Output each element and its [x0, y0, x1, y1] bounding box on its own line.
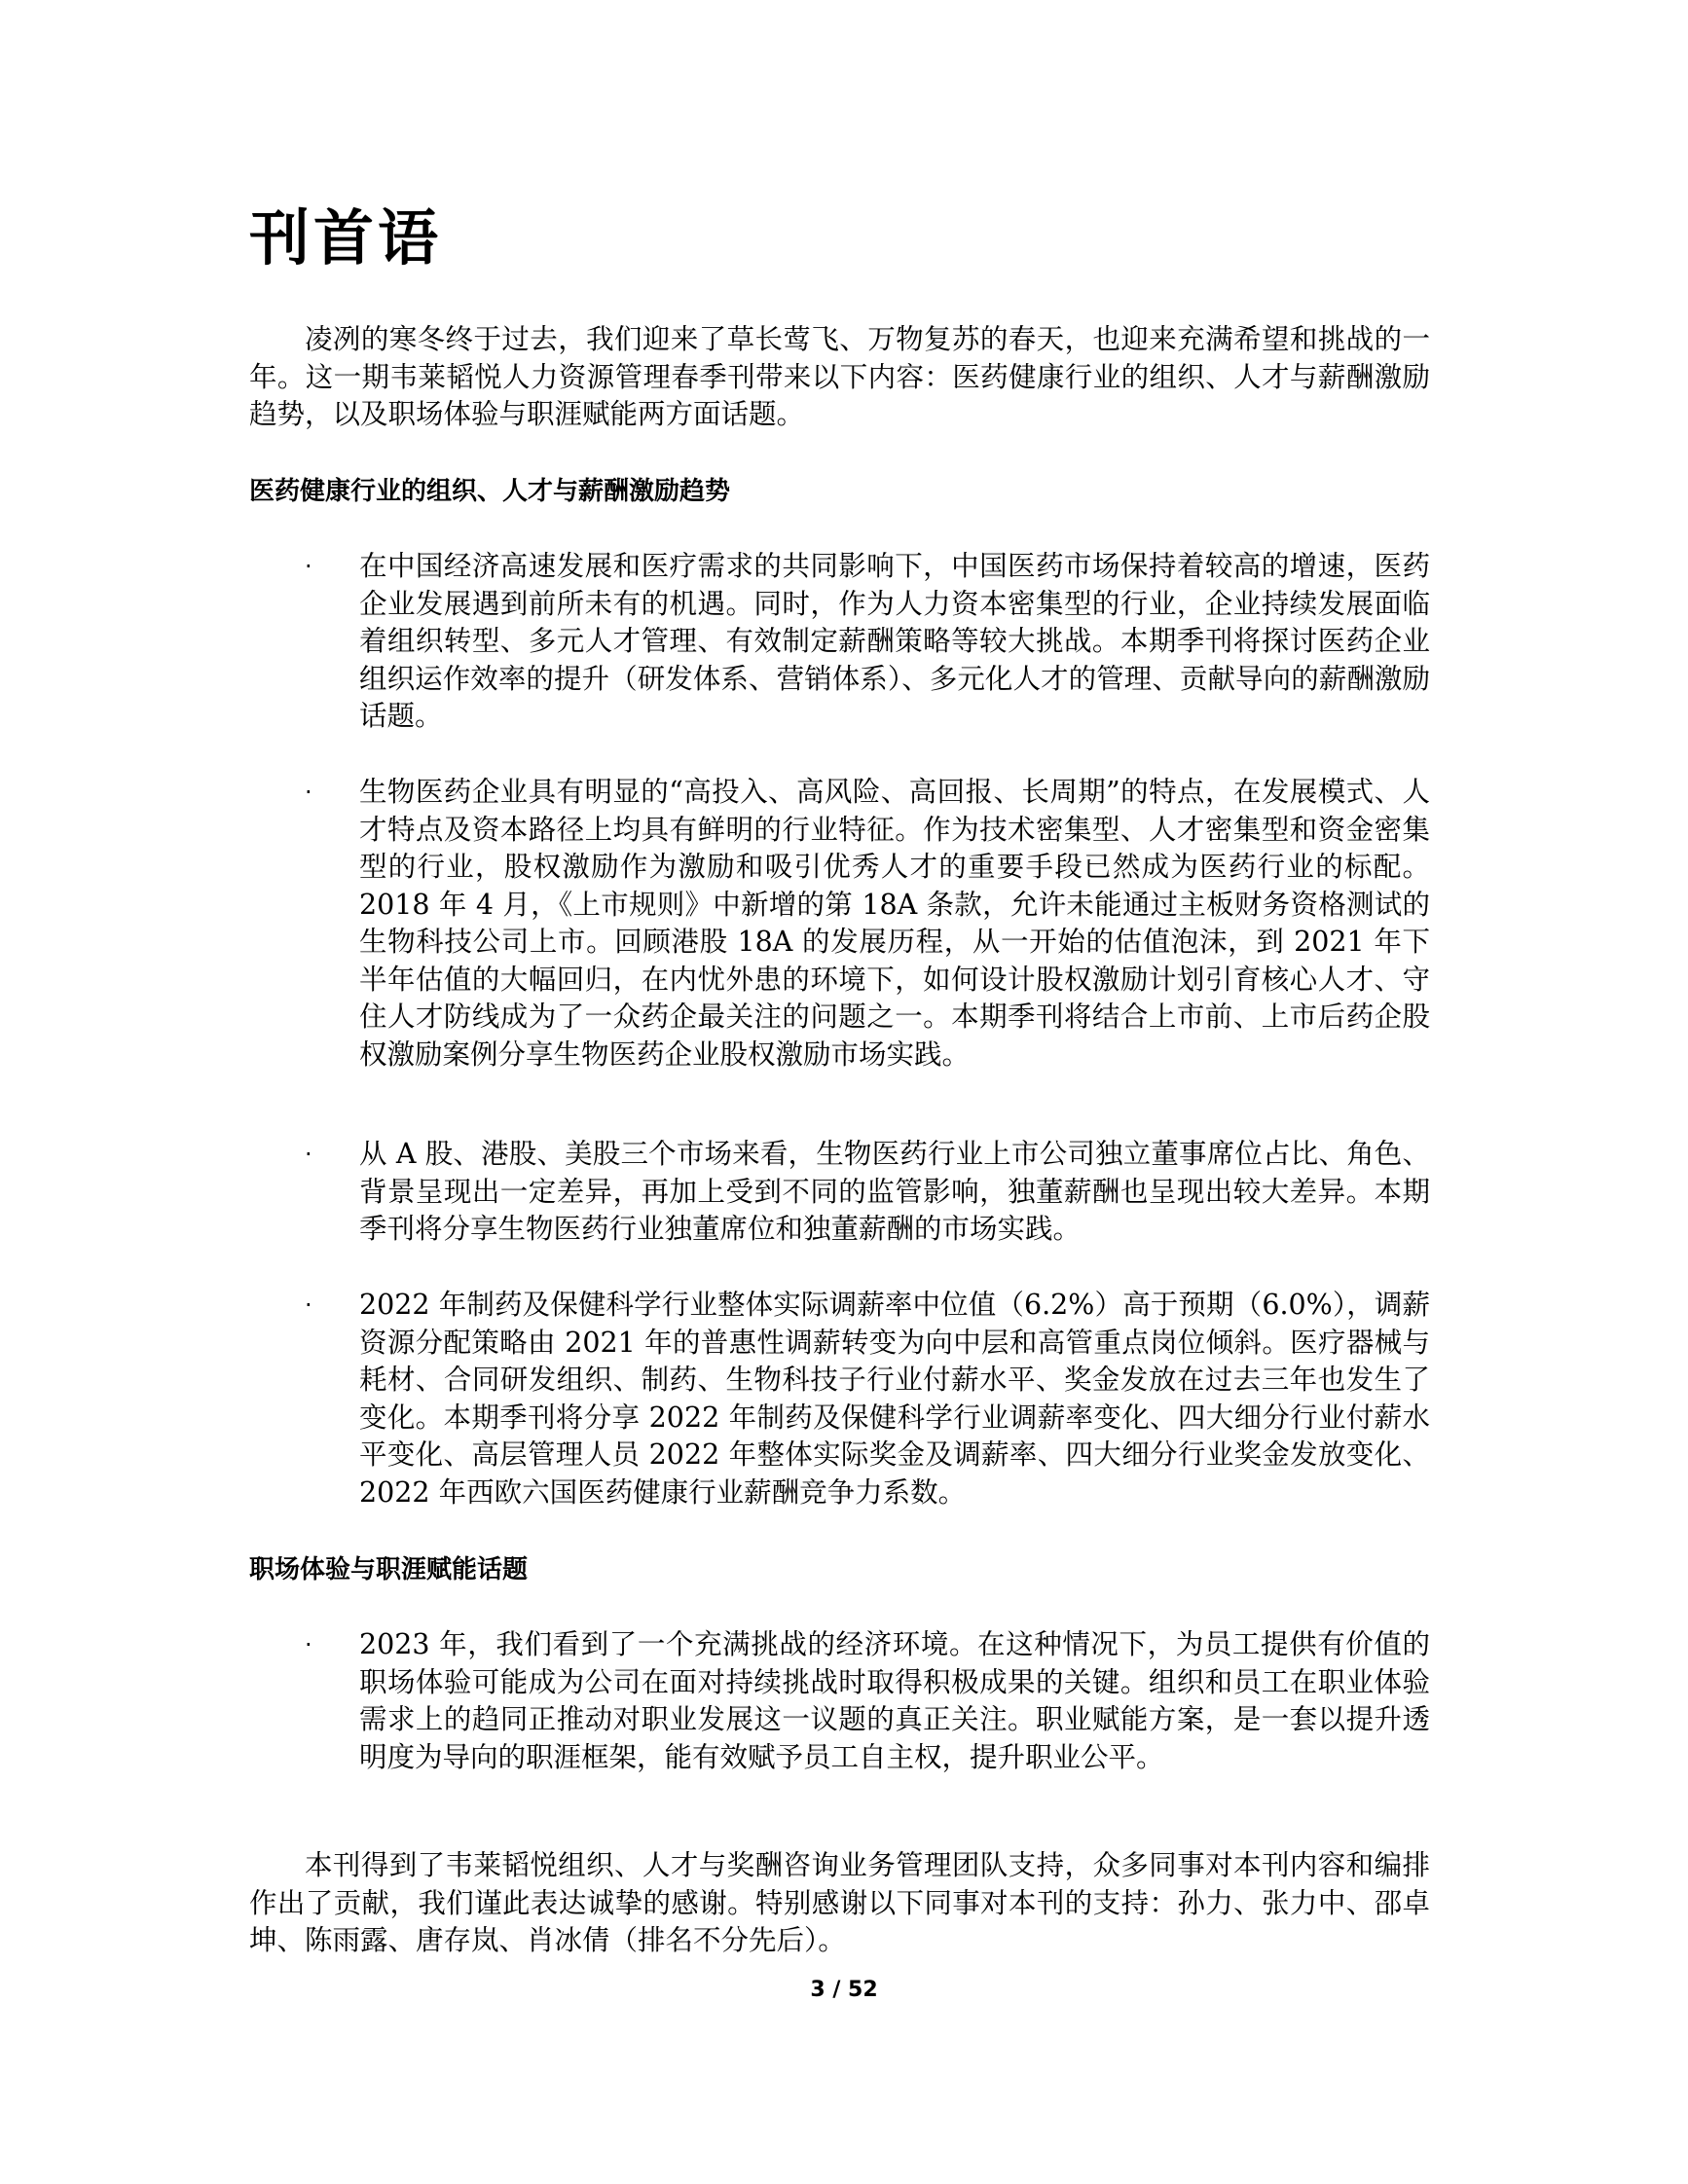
bullet-marker: ·: [305, 1141, 312, 1168]
bullet-marker: ·: [305, 1631, 312, 1658]
bullet-text: 2023 年，我们看到了一个充满挑战的经济环境。在这种情况下，为员工提供有价值的职场体验可能成为公司在面对持续挑战时取得积极成果的关键。组织和员工在职业体验需求上的趋同正推动对职业发展这一议题的真正关注。职业赋能方案，是一套以提升透明度为导向的职涯框架，能有效赋予员工自主权，提升职业公平。: [359, 1628, 1430, 1773]
bullet-text: 2022 年制药及保健科学行业整体实际调薪率中位值（6.2%）高于预期（6.0%），调薪资源分配策略由 2021 年的普惠性调薪转变为向中层和高管重点岗位倾斜。医疗器械与耗材、合同研发组织、制药、生物科技子行业付薪水平、奖金发放在过去三年也发生了变化。本期季刊将分享 2022 年制药及保健科学行业调薪率变化、四大细分行业付薪水平变化、高层管理人员 2022 年整体实际奖金及调薪率、四大细分行业奖金发放变化、2022 年西欧六国医药健康行业薪酬竞争力系数。: [359, 1289, 1430, 1509]
intro-paragraph: 凌冽的寒冬终于过去，我们迎来了草长莺飞、万物复苏的春天，也迎来充满希望和挑战的一年。这一期韦莱韬悦人力资源管理春季刊带来以下内容：医药健康行业的组织、人才与薪酬激励趋势，以及职场体验与职涯赋能两方面话题。: [249, 323, 1430, 430]
acknowledgement-paragraph: 本刊得到了韦莱韬悦组织、人才与奖酬咨询业务管理团队支持，众多同事对本刊内容和编排作出了贡献，我们谨此表达诚挚的感谢。特别感谢以下同事对本刊的支持：孙力、张力中、邵卓坤、陈雨露、唐存岚、肖冰倩（排名不分先后）。: [249, 1849, 1430, 1956]
bullet-text: 从 A 股、港股、美股三个市场来看，生物医药行业上市公司独立董事席位占比、角色、背景呈现出一定差异，再加上受到不同的监管影响，独董薪酬也呈现出较大差异。本期季刊将分享生物医药行业独董席位和独董薪酬的市场实践。: [359, 1138, 1430, 1245]
page-number: 3 / 52: [810, 1978, 878, 2002]
section-heading-workplace-experience: 职场体验与职涯赋能话题: [249, 1555, 529, 1584]
section-heading-pharma-trends: 医药健康行业的组织、人才与薪酬激励趋势: [249, 477, 731, 506]
bullet-text: 在中国经济高速发展和医疗需求的共同影响下，中国医药市场保持着较高的增速，医药企业发展遇到前所未有的机遇。同时，作为人力资本密集型的行业，企业持续发展面临着组织转型、多元人才管理、有效制定薪酬策略等较大挑战。本期季刊将探讨医药企业组织运作效率的提升（研发体系、营销体系）、多元化人才的管理、贡献导向的薪酬激励话题。: [359, 550, 1430, 732]
page-title: 刊首语: [249, 202, 443, 273]
bullet-marker: ·: [305, 1292, 312, 1319]
bullet-text: 生物医药企业具有明显的“高投入、高风险、高回报、长周期”的特点，在发展模式、人才特点及资本路径上均具有鲜明的行业特征。作为技术密集型、人才密集型和资金密集型的行业，股权激励作为激励和吸引优秀人才的重要手段已然成为医药行业的标配。2018 年 4 月，《上市规则》中新增的第 18A 条款，允许未能通过主板财务资格测试的生物科技公司上市。回顾港股 18A 的发展历程，从一开始的估值泡沫，到 2021 年下半年估值的大幅回归，在内忧外患的环境下，如何设计股权激励计划引育核心人才、守住人才防线成为了一众药企最关注的问题之一。本期季刊将结合上市前、上市后药企股权激励案例分享生物医药企业股权激励市场实践。: [359, 776, 1430, 1071]
bullet-marker: ·: [305, 553, 312, 580]
bullet-marker: ·: [305, 779, 312, 806]
